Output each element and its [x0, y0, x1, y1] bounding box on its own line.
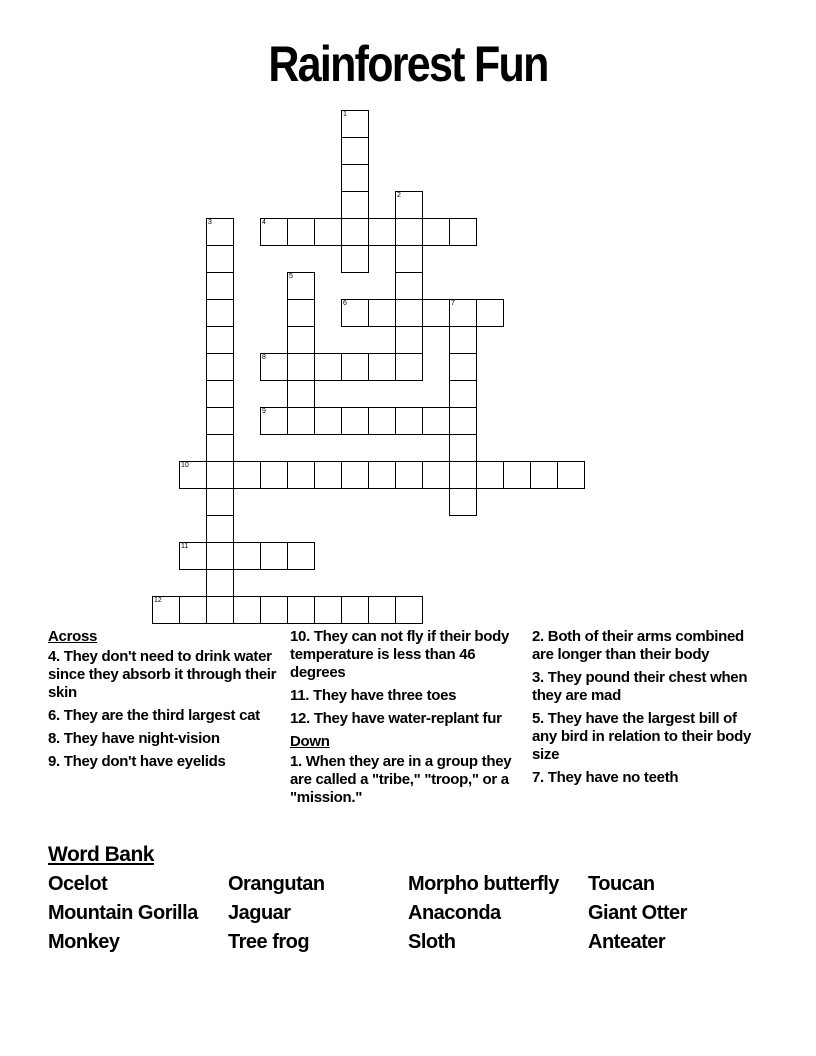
crossword-cell[interactable]: [368, 218, 396, 246]
down-clue-list: [290, 753, 522, 807]
clue-num: 5.: [532, 710, 544, 727]
crossword-cell[interactable]: [260, 218, 288, 246]
clue: [532, 769, 764, 787]
page-title: Rainforest Fun: [268, 36, 548, 92]
crossword-cell[interactable]: [395, 326, 423, 354]
word-bank-word: Morpho butterfly: [408, 873, 559, 895]
clue-num: 9.: [48, 753, 60, 770]
crossword-cell[interactable]: [233, 542, 261, 570]
crossword-cell[interactable]: [260, 353, 288, 381]
crossword-cell[interactable]: [314, 353, 342, 381]
clue-text: They have water-replant fur: [309, 710, 502, 727]
crossword-cell[interactable]: [449, 461, 477, 489]
crossword-cell[interactable]: [206, 596, 234, 624]
crossword-cell[interactable]: [449, 353, 477, 381]
crossword-cell[interactable]: [152, 596, 180, 624]
word-bank-word: Toucan: [588, 873, 655, 895]
clue-text: They pound their chest when they are mad: [532, 669, 748, 704]
clue-number: 11: [181, 543, 189, 550]
crossword-cell[interactable]: [179, 461, 207, 489]
crossword-cell[interactable]: [206, 353, 234, 381]
crossword-cell[interactable]: [395, 218, 423, 246]
crossword-cell[interactable]: [476, 299, 504, 327]
clue: [48, 753, 280, 771]
word-bank-word: Mountain Gorilla: [48, 902, 198, 924]
clue-text: They can not fly if their body temperature is less than 46 degrees: [290, 628, 510, 681]
clues-column-1: [48, 628, 280, 776]
clue-number: 2: [397, 192, 401, 199]
crossword-cell[interactable]: [206, 380, 234, 408]
clue-number: 7: [451, 300, 455, 307]
crossword-cell[interactable]: [395, 461, 423, 489]
clue: [48, 707, 280, 725]
crossword-cell[interactable]: [314, 218, 342, 246]
crossword-cell[interactable]: [287, 218, 315, 246]
crossword-cell[interactable]: [449, 488, 477, 516]
crossword-cell[interactable]: [341, 461, 369, 489]
clue-num: 8.: [48, 730, 60, 747]
crossword-cell[interactable]: [206, 434, 234, 462]
clue-number: 1: [343, 111, 347, 118]
clue-number: 4: [262, 219, 266, 226]
crossword-cell[interactable]: [287, 542, 315, 570]
crossword-cell[interactable]: [449, 380, 477, 408]
crossword-cell[interactable]: [476, 461, 504, 489]
crossword-cell[interactable]: [206, 407, 234, 435]
clue: [532, 669, 764, 705]
crossword-cell[interactable]: [368, 461, 396, 489]
clues-column-3: [532, 628, 764, 792]
clue-num: 12.: [290, 710, 310, 727]
crossword-cell[interactable]: [341, 596, 369, 624]
clue-number: 3: [208, 219, 212, 226]
clue-num: 1.: [290, 753, 302, 770]
crossword-cell[interactable]: [233, 596, 261, 624]
crossword-cell[interactable]: [206, 515, 234, 543]
crossword-cell[interactable]: [206, 461, 234, 489]
crossword-cell[interactable]: [206, 569, 234, 597]
crossword-cell[interactable]: [449, 218, 477, 246]
clue-text: They have the largest bill of any bird in relation to their body size: [532, 710, 751, 763]
crossword-cell[interactable]: [341, 137, 369, 165]
clue-text: They are the third largest cat: [59, 707, 260, 724]
crossword-cell[interactable]: [368, 299, 396, 327]
clue-text: They have no teeth: [543, 769, 679, 786]
crossword-cell[interactable]: [341, 245, 369, 273]
crossword-cell[interactable]: [557, 461, 585, 489]
crossword-cell[interactable]: [341, 407, 369, 435]
word-bank-word: Sloth: [408, 931, 456, 953]
crossword-cell[interactable]: [287, 461, 315, 489]
crossword-cell[interactable]: [449, 299, 477, 327]
clues-column-2: [290, 628, 522, 812]
crossword-cell[interactable]: [341, 353, 369, 381]
crossword-cell[interactable]: [341, 218, 369, 246]
clue-number: 10: [181, 462, 189, 469]
clue: [532, 710, 764, 764]
crossword-cell[interactable]: [395, 596, 423, 624]
word-bank-word: Giant Otter: [588, 902, 687, 924]
across-clue-list: [48, 648, 280, 771]
crossword-cell[interactable]: [287, 326, 315, 354]
crossword-cell[interactable]: [314, 461, 342, 489]
crossword-cell[interactable]: [206, 542, 234, 570]
down-heading: Down: [290, 733, 330, 750]
clue-num: 10.: [290, 628, 310, 645]
crossword-cell[interactable]: [260, 407, 288, 435]
crossword-cell[interactable]: [206, 326, 234, 354]
crossword-cell[interactable]: [287, 380, 315, 408]
word-bank-word: Jaguar: [228, 902, 291, 924]
word-bank: [48, 842, 788, 955]
crossword-cell[interactable]: [233, 461, 261, 489]
word-bank-word: Anteater: [588, 931, 666, 953]
across-clue-list-continued: [290, 628, 522, 728]
crossword-cell[interactable]: [503, 461, 531, 489]
word-bank-word: Anaconda: [408, 902, 501, 924]
clue-text: They don't need to drink water since they absorb it through their skin: [48, 648, 277, 701]
clue-number: 8: [262, 354, 266, 361]
crossword-cell[interactable]: [341, 299, 369, 327]
clue-number: 6: [343, 300, 347, 307]
crossword-cell[interactable]: [449, 434, 477, 462]
word-bank-word: Monkey: [48, 931, 120, 953]
crossword-cell[interactable]: [422, 407, 450, 435]
crossword-cell[interactable]: [314, 596, 342, 624]
crossword-cell[interactable]: [287, 299, 315, 327]
crossword-cell[interactable]: [341, 164, 369, 192]
word-bank-title: Word Bank: [48, 843, 154, 866]
clue-num: 6.: [48, 707, 60, 724]
crossword-cell[interactable]: [422, 218, 450, 246]
crossword-cell[interactable]: [449, 326, 477, 354]
clue: [290, 628, 522, 682]
crossword-cell[interactable]: [287, 272, 315, 300]
clue-num: 4.: [48, 648, 60, 665]
clue-num: 2.: [532, 628, 544, 645]
crossword-cell[interactable]: [368, 596, 396, 624]
crossword-cell[interactable]: [395, 272, 423, 300]
crossword-cell[interactable]: [287, 407, 315, 435]
clue-number: 9: [262, 408, 266, 415]
crossword-cell[interactable]: [368, 407, 396, 435]
crossword-cell[interactable]: [395, 407, 423, 435]
crossword-cell[interactable]: [287, 596, 315, 624]
crossword-cell[interactable]: [314, 407, 342, 435]
crossword-cell[interactable]: [422, 299, 450, 327]
across-heading: Across: [48, 628, 98, 645]
clue-text: They have three toes: [309, 687, 457, 704]
clue: [290, 710, 522, 728]
crossword-cell[interactable]: [449, 407, 477, 435]
crossword-cell[interactable]: [422, 461, 450, 489]
crossword-cell[interactable]: [179, 596, 207, 624]
crossword-cell[interactable]: [206, 272, 234, 300]
crossword-cell[interactable]: [368, 353, 396, 381]
crossword-cell[interactable]: [341, 191, 369, 219]
crossword-cell[interactable]: [179, 542, 207, 570]
word-bank-list: [48, 872, 788, 955]
down-clue-list-continued: [532, 628, 764, 787]
clue-num: 7.: [532, 769, 544, 786]
clue-number: 5: [289, 273, 293, 280]
clue-num: 11.: [290, 687, 310, 704]
crossword-cell[interactable]: [395, 353, 423, 381]
crossword-cell[interactable]: [260, 596, 288, 624]
word-bank-word: Tree frog: [228, 931, 310, 953]
crossword-cell[interactable]: [260, 542, 288, 570]
clue-text: Both of their arms combined are longer than their body: [532, 628, 744, 663]
crossword-cell[interactable]: [395, 299, 423, 327]
clue: [48, 730, 280, 748]
clue-text: When they are in a group they are called a "tribe," "troop," or a "mission.": [290, 753, 512, 806]
crossword-cell[interactable]: [341, 110, 369, 138]
clue-num: 3.: [532, 669, 544, 686]
crossword-cell[interactable]: [206, 245, 234, 273]
crossword-cell[interactable]: [287, 353, 315, 381]
word-bank-word: Orangutan: [228, 873, 325, 895]
crossword-cell[interactable]: [395, 191, 423, 219]
clue-text: They don't have eyelids: [59, 753, 226, 770]
clue: [532, 628, 764, 664]
word-bank-word: Ocelot: [48, 873, 108, 895]
crossword-cell[interactable]: [395, 245, 423, 273]
clue: [48, 648, 280, 702]
clue-number: 12: [154, 597, 162, 604]
crossword-cell[interactable]: [530, 461, 558, 489]
crossword-cell[interactable]: [206, 299, 234, 327]
clue-text: They have night-vision: [59, 730, 220, 747]
crossword-cell[interactable]: [206, 218, 234, 246]
crossword-cell[interactable]: [206, 488, 234, 516]
crossword-cell[interactable]: [260, 461, 288, 489]
clue: [290, 687, 522, 705]
clue: [290, 753, 522, 807]
